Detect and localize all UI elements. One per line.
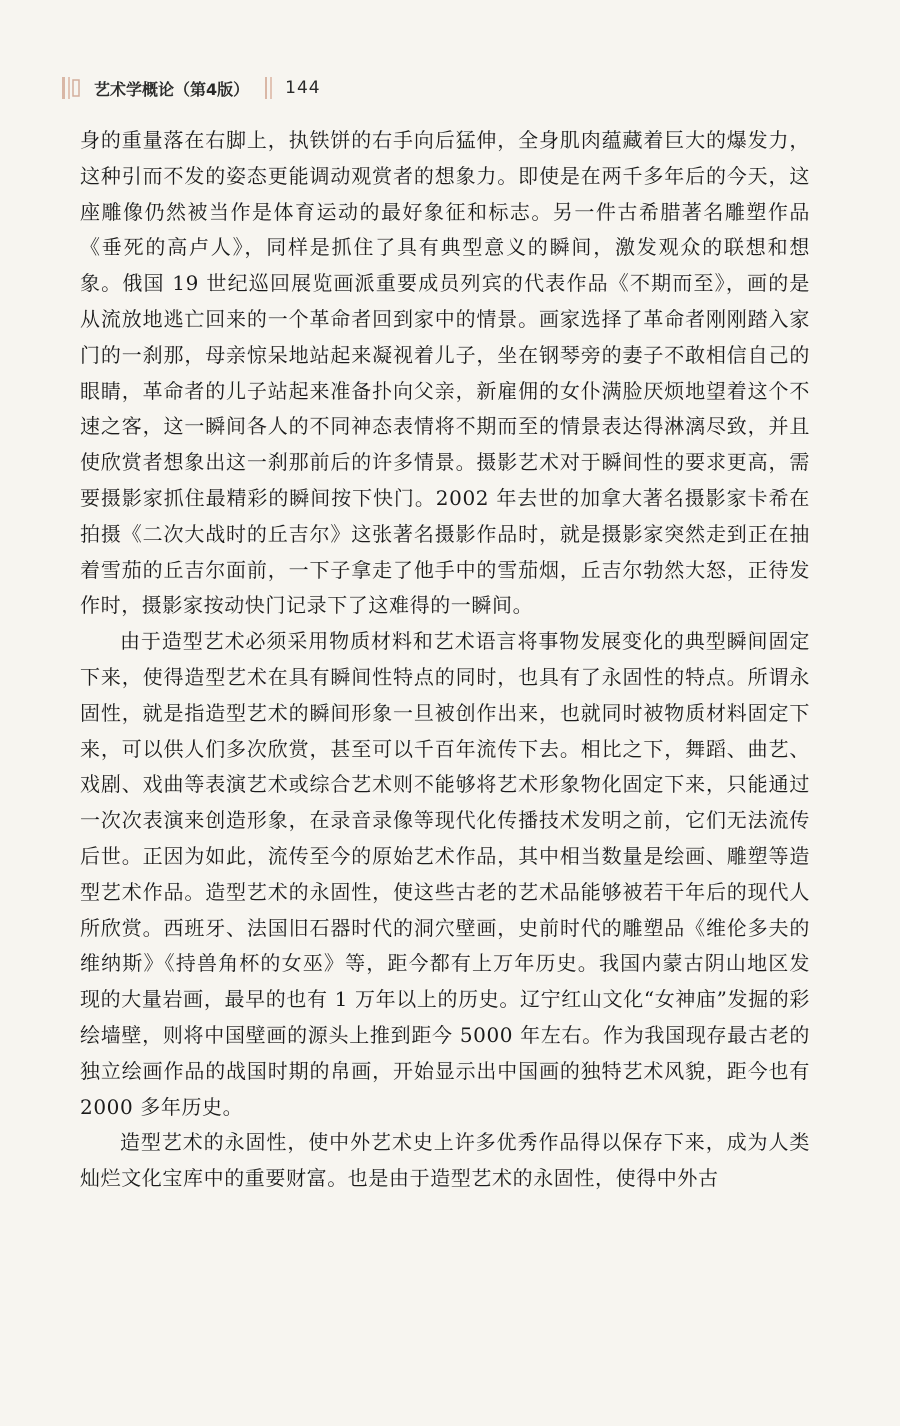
page-number: 144 (285, 78, 321, 98)
paragraph: 造型艺术的永固性，使中外艺术史上许多优秀作品得以保存下来，成为人类灿烂文化宝库中的重要财富。也是由于造型艺术的永固性，使得中外古 (80, 1130, 810, 1191)
header-ornament-icon (60, 74, 82, 102)
body-text (80, 123, 810, 1197)
paragraph: 由于造型艺术必须采用物质材料和艺术语言将事物发展变化的典型瞬间固定下来，使得造型艺术在具有瞬间性特点的同时，也具有了永固性的特点。所谓永固性，就是指造型艺术的瞬间形象一旦被创作出来，也就同时被物质材料固定下来，可以供人们多次欣赏，甚至可以千百年流传下去。相比之下，舞蹈、曲艺、戏剧、戏曲等表演艺术或综合艺术则不能够将艺术形象物化固定下来，只能通过一次次表演来创造形象，在录音录像等现代化传播技术发明之前，它们无法流传后世。正因为如此，流传至今的原始艺术作品，其中相当数量是绘画、雕塑等造型艺术作品。造型艺术的永固性，使这些古老的艺术品能够被若干年后的现代人所欣赏。西班牙、法国旧石器时代的洞穴壁画，史前时代的雕塑品《维伦多夫的维纳斯》《持兽角杯的女巫》等，距今都有上万年历史。我国内蒙古阴山地区发现的大量岩画，最早的也有 1 万年以上的历史。辽宁红山文化“女神庙”发掘的彩绘墙壁，则将中国壁画的源头上推到距今 5000 年左右。作为我国现存最古老的独立绘画作品的战国时期的帛画，开始显示出中国画的独特艺术风貌，距今也有 2000 多年历史。 (80, 629, 810, 1119)
paragraph-continued: 身的重量落在右脚上，执铁饼的右手向后猛伸，全身肌肉蕴藏着巨大的爆发力，这种引而不发的姿态更能调动观赏者的想象力。即使是在两千多年后的今天，这座雕像仍然被当作是体育运动的最好象征和标志。另一件古希腊著名雕塑作品《垂死的高卢人》，同样是抓住了具有典型意义的瞬间，激发观众的联想和想象。俄国 19 世纪巡回展览画派重要成员列宾的代表作品《不期而至》，画的是从流放地逃亡回来的一个革命者回到家中的情景。画家选择了革命者刚刚踏入家门的一刹那，母亲惊呆地站起来凝视着儿子，坐在钢琴旁的妻子不敢相信自己的眼睛，革命者的儿子站起来准备扑向父亲，新雇佣的女仆满脸厌烦地望着这个不速之客，这一瞬间各人的不同神态表情将不期而至的情景表达得淋漓尽致，并且使欣赏者想象出这一刹那前后的许多情景。摄影艺术对于瞬间性的要求更高，需要摄影家抓住最精彩的瞬间按下快门。2002 年去世的加拿大著名摄影家卡希在拍摄《二次大战时的丘吉尔》这张著名摄影作品时，就是摄影家突然走到正在抽着雪茄的丘吉尔面前，一下子拿走了他手中的雪茄烟，丘吉尔勃然大怒，正待发作时，摄影家按动快门记录下了这难得的一瞬间。 (80, 128, 810, 618)
header-separator-icon (263, 75, 275, 101)
book-title: 艺术学概论（第4版） (94, 79, 250, 99)
running-header (60, 70, 840, 106)
